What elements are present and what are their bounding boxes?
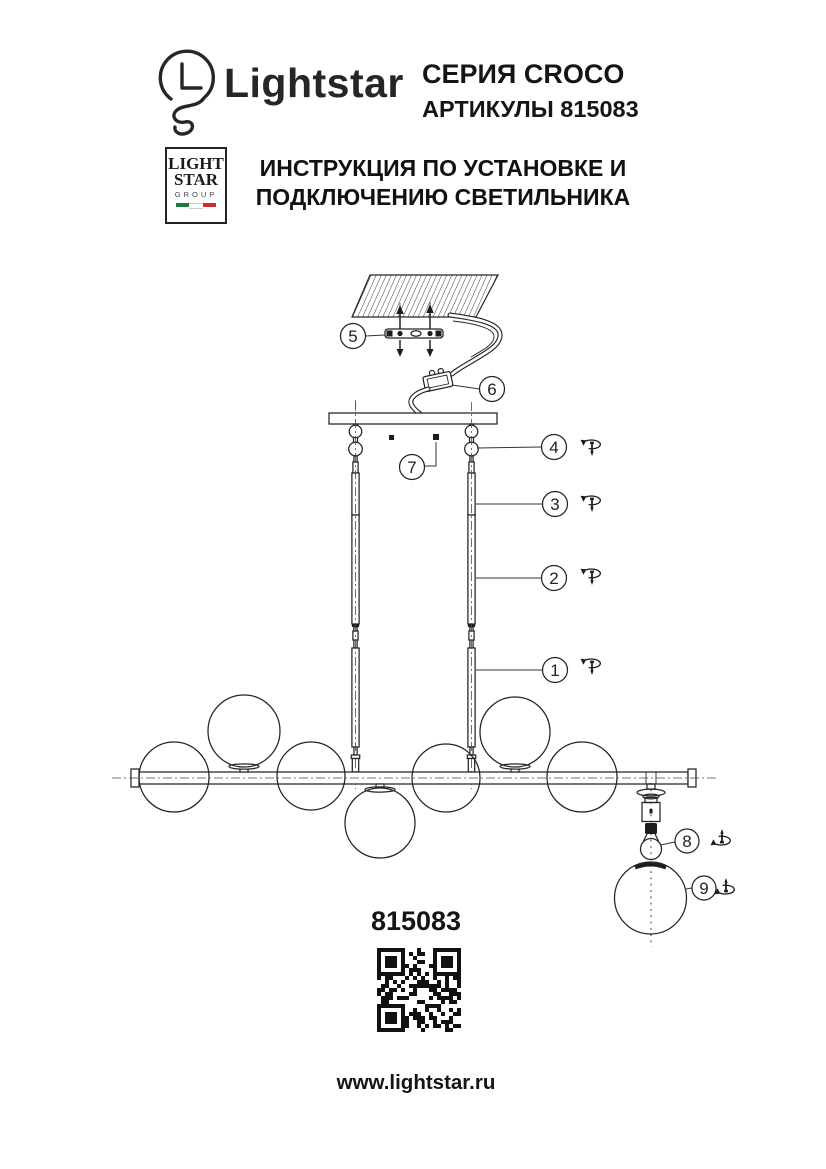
rotate-screw-icon xyxy=(581,659,601,675)
power-cable xyxy=(450,315,500,374)
logo-box-group: GROUP xyxy=(174,190,218,199)
callout-4 xyxy=(477,435,600,460)
logo-box-light: LIGHT xyxy=(168,154,224,173)
website-url: www.lightstar.ru xyxy=(336,1071,496,1094)
callout-3-number: 3 xyxy=(550,495,560,514)
callout-8 xyxy=(661,829,730,853)
suspension-rod-right xyxy=(465,402,479,789)
mounting-bracket xyxy=(385,329,443,338)
rotate-screw-icon xyxy=(581,496,601,512)
instruction-title-line2: ПОДКЛЮЧЕНИЮ СВЕТИЛЬНИКА xyxy=(255,184,631,210)
light-bulb xyxy=(641,839,662,860)
article-numbers: АРТИКУЛЫ 815083 xyxy=(422,95,639,122)
suspension-rod-left xyxy=(349,402,363,789)
callout-4-number: 4 xyxy=(549,438,559,457)
rotate-screw-up-icon xyxy=(711,829,731,845)
mounting-screws-lower xyxy=(397,340,434,357)
qr-code xyxy=(377,948,461,1032)
brand-name: Lightstar xyxy=(224,60,404,106)
callout-3 xyxy=(476,492,600,517)
callout-5-number: 5 xyxy=(348,327,358,346)
rotate-screw-icon xyxy=(581,440,601,456)
callout-2 xyxy=(476,566,600,591)
callout-1 xyxy=(476,658,600,683)
callout-7 xyxy=(400,442,437,480)
rotate-screw-up-icon xyxy=(715,878,735,894)
globe-4 xyxy=(345,788,415,858)
callout-2-number: 2 xyxy=(549,569,559,588)
globe-6 xyxy=(480,697,550,767)
callout-8-number: 8 xyxy=(682,832,692,851)
canopy-screw-dots xyxy=(389,434,439,440)
series-title: СЕРИЯ CROCO xyxy=(422,59,625,89)
callout-1-number: 1 xyxy=(550,661,560,680)
canopy-wire xyxy=(411,389,428,414)
instruction-title-line1: ИНСТРУКЦИЯ ПО УСТАНОВКЕ И xyxy=(259,155,627,181)
shade-neck xyxy=(635,865,666,868)
globe-2 xyxy=(208,695,280,767)
callouts xyxy=(341,324,735,901)
callout-6-number: 6 xyxy=(487,380,497,399)
callout-7-number: 7 xyxy=(407,458,417,477)
callout-5 xyxy=(341,324,386,349)
footer-article-number: 815083 xyxy=(370,906,462,936)
lamp-socket xyxy=(645,823,657,834)
callout-6 xyxy=(452,377,505,402)
ceiling-surface xyxy=(352,275,498,317)
fixture-bar xyxy=(112,769,718,787)
rotate-screw-icon xyxy=(581,569,601,585)
callout-9-number: 9 xyxy=(699,879,709,898)
logo-box-star: STAR xyxy=(173,170,219,189)
callout-9 xyxy=(686,876,734,900)
